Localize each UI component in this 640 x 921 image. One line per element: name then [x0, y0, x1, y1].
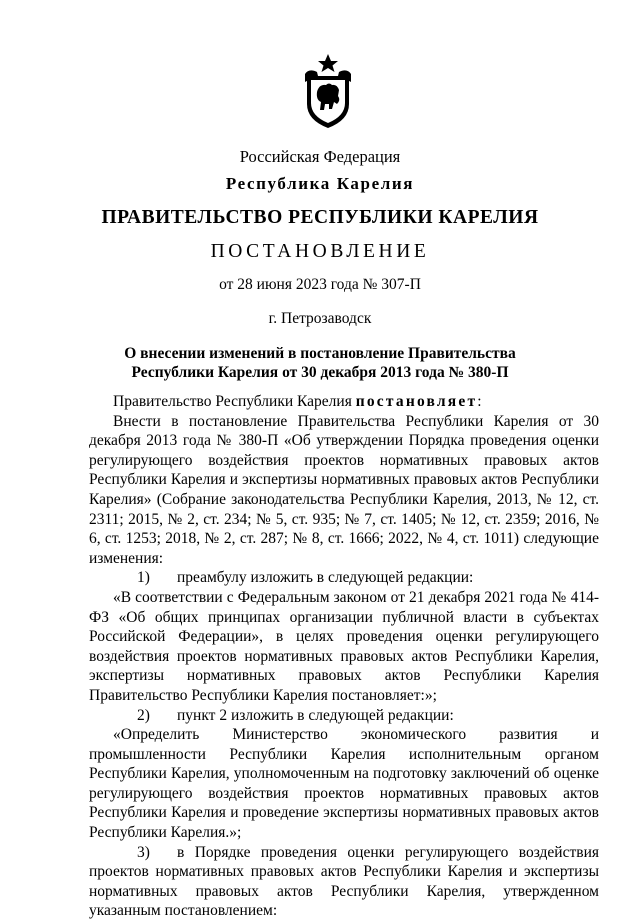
government-heading: ПРАВИТЕЛЬСТВО РЕСПУБЛИКИ КАРЕЛИЯ	[101, 207, 539, 228]
document-body	[89, 392, 599, 921]
document-type-heading: ПОСТАНОВЛЕНИЕ	[210, 241, 430, 262]
document-city: г. Петрозаводск	[268, 310, 372, 327]
subject-line-1: О внесении изменений в постановление Правительства	[124, 345, 516, 362]
item-2-text: пункт 2 изложить в следующей редакции:	[177, 706, 454, 724]
item-3-number: 3)	[137, 843, 150, 861]
item-2	[89, 706, 599, 726]
item-2-number: 2)	[137, 706, 150, 724]
document-subject	[0, 344, 640, 382]
item-2-quote: «Определить Министерство экономического развития и промышленности Республики Карелия исполнительным органом Республики Карелия, уполномоченным на подготовку заключений об оценке регулирующего воздействия проектов нормативных правовых актов Республики Карелия и проведение экспертизы нормативных правовых актов Республики Карелия.»;	[89, 726, 599, 842]
item-1-text: преамбулу изложить в следующей редакции:	[177, 569, 474, 587]
item-3-text: в Порядке проведения оценки регулирующего воздействия проектов нормативных правовых актов Республики Карелия и экспертизы нормативных правовых актов Республики Карелия, утвержденном указанным постановлением:	[89, 843, 599, 920]
subject-line-2: Республики Карелия от 30 декабря 2013 года № 380-П	[131, 364, 509, 381]
preamble-colon: :	[477, 393, 482, 410]
coat-of-arms-karelia-icon	[299, 52, 357, 130]
republic-heading: Республика Карелия	[225, 174, 415, 193]
federation-heading: Российская Федерация	[239, 147, 401, 166]
preamble-lead: Правительство Республики Карелия	[113, 393, 356, 410]
item-1-number: 1)	[137, 569, 150, 587]
preamble-decree-word: постановляет	[355, 393, 478, 410]
item-3	[89, 843, 599, 921]
item-1-quote: «В соответствии с Федеральным законом от 21 декабря 2021 года № 414-ФЗ «Об общих принципах организации публичной власти в субъектах Российской Федерации», в целях проведения оценки регулирующего воздействия проектов нормативных правовых актов Республики Карелия, экспертизы нормативных правовых актов Республики Карелия Правительство Республики Карелия постановляет:»;	[89, 588, 599, 704]
document-date-number: от 28 июня 2023 года № 307-П	[219, 276, 421, 293]
intro-paragraph: Внести в постановление Правительства Республики Карелия от 30 декабря 2013 года № 380-П «Об утверждении Порядка проведения оценки регулирующего воздействия проектов нормативных правовых актов Республики Карелия и экспертизы нормативных правовых актов Республики Карелия» (Собрание законодательства Республики Карелия, 2013, № 12, ст. 2311; 2015, № 2, ст. 234; № 5, ст. 935; № 7, ст. 1405; № 12, ст. 2359; 2016, № 6, ст. 1253; 2018, № 2, ст. 287; № 8, ст. 1666; 2022, № 4, ст. 1011) следующие изменения:	[89, 412, 599, 567]
preamble	[89, 392, 599, 412]
item-1	[89, 568, 599, 588]
